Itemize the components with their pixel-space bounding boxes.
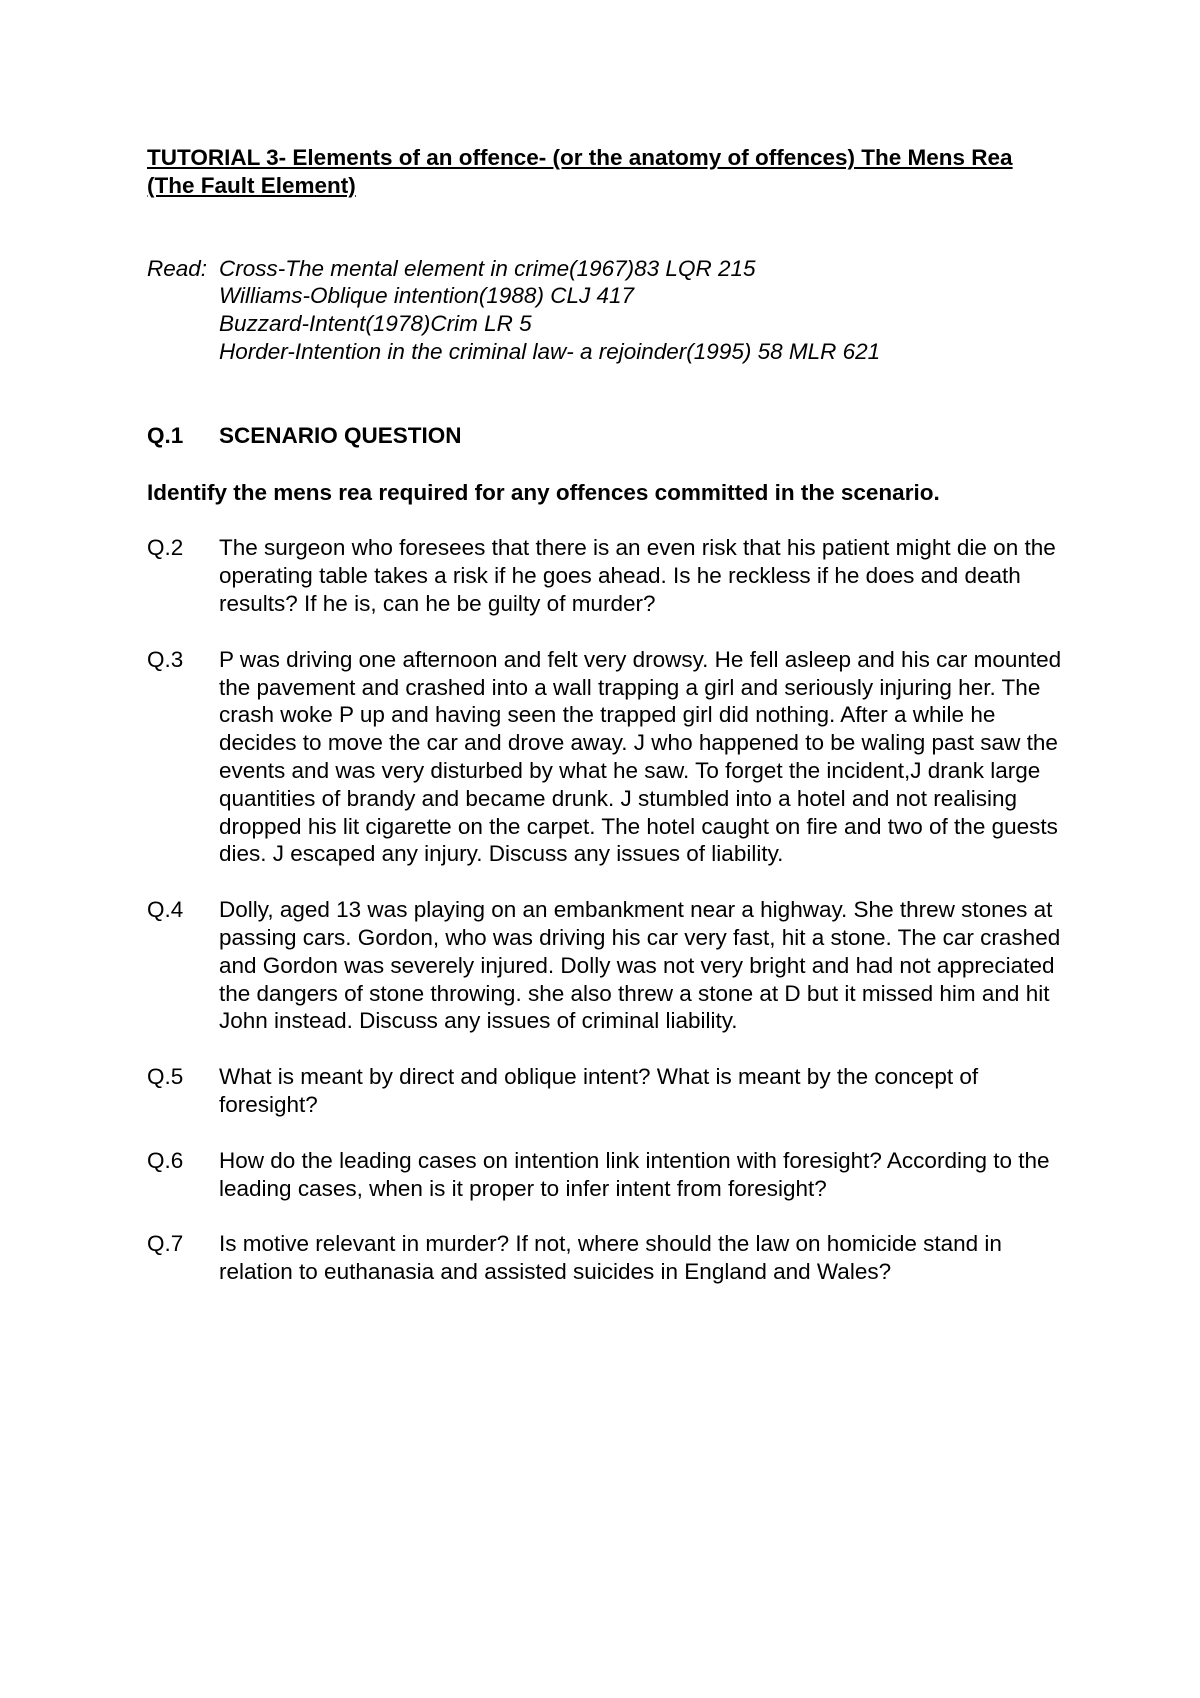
- question-2: [147, 534, 1067, 617]
- document-page: [147, 144, 1067, 1286]
- reading-item: Cross-The mental element in crime(1967)83 LQR 215: [219, 255, 756, 281]
- question-number: Q.7: [147, 1231, 184, 1257]
- question-text: P was driving one afternoon and felt very drowsy. He fell asleep and his car mounted the pavement and crashed into a wall trapping a girl and seriously injuring her. The crash woke P up and having seen the trapped girl did nothing. After a while he decides to move the car and drove away. J who happened to be waling past saw the events and was very disturbed by what he saw. To forget the incident,J drank large quantities of brandy and became drunk. J stumbled into a hotel and not realising dropped his lit cigarette on the carpet. The hotel caught on fire and two of the guests dies. J escaped any injury. Discuss any issues of liability.: [219, 646, 1062, 867]
- question-number: Q.1: [147, 422, 184, 448]
- reading-item: Williams-Oblique intention(1988) CLJ 417: [219, 283, 634, 309]
- reading-list: [147, 255, 1067, 366]
- question-5: [147, 1063, 1067, 1119]
- question-heading: SCENARIO QUESTION: [219, 422, 462, 448]
- scenario-instruction: Identify the mens rea required for any offences committed in the scenario.: [147, 479, 940, 505]
- question-text: How do the leading cases on intention link intention with foresight? According to the leading cases, when is it proper to infer intent from foresight?: [219, 1147, 1050, 1201]
- question-number: Q.5: [147, 1064, 184, 1090]
- question-text: What is meant by direct and oblique intent? What is meant by the concept of foresight?: [219, 1064, 979, 1117]
- question-3: [147, 646, 1067, 868]
- reading-item: Horder-Intention in the criminal law- a rejoinder(1995) 58 MLR 621: [219, 338, 881, 364]
- question-number: Q.6: [147, 1147, 184, 1173]
- question-number: Q.2: [147, 535, 184, 561]
- question-number: Q.3: [147, 646, 184, 672]
- question-1: [147, 422, 1067, 450]
- question-6: [147, 1147, 1067, 1203]
- document-title: TUTORIAL 3- Elements of an offence- (or the anatomy of offences) The Mens Rea (The Fault Element): [147, 145, 1013, 198]
- reading-items: [219, 255, 1067, 366]
- question-text: The surgeon who foresees that there is an even risk that his patient might die on the operating table takes a risk if he goes ahead. Is he reckless if he does and death results? If he is, can he be guilty of murder?: [219, 535, 1056, 616]
- reading-label: Read:: [147, 255, 208, 281]
- question-number: Q.4: [147, 897, 184, 923]
- reading-item: Buzzard-Intent(1978)Crim LR 5: [219, 311, 532, 337]
- question-text: Is motive relevant in murder? If not, where should the law on homicide stand in relation to euthanasia and assisted suicides in England and Wales?: [219, 1231, 1002, 1285]
- question-text: Dolly, aged 13 was playing on an embankment near a highway. She threw stones at passing cars. Gordon, who was driving his car very fast, hit a stone. The car crashed and Gordon was severely injured. Dolly was not very bright and had not appreciated the dangers of stone throwing. she also threw a stone at D but it missed him and hit John instead. Discuss any issues of criminal liability.: [219, 897, 1061, 1034]
- question-7: [147, 1230, 1067, 1286]
- question-4: [147, 896, 1067, 1035]
